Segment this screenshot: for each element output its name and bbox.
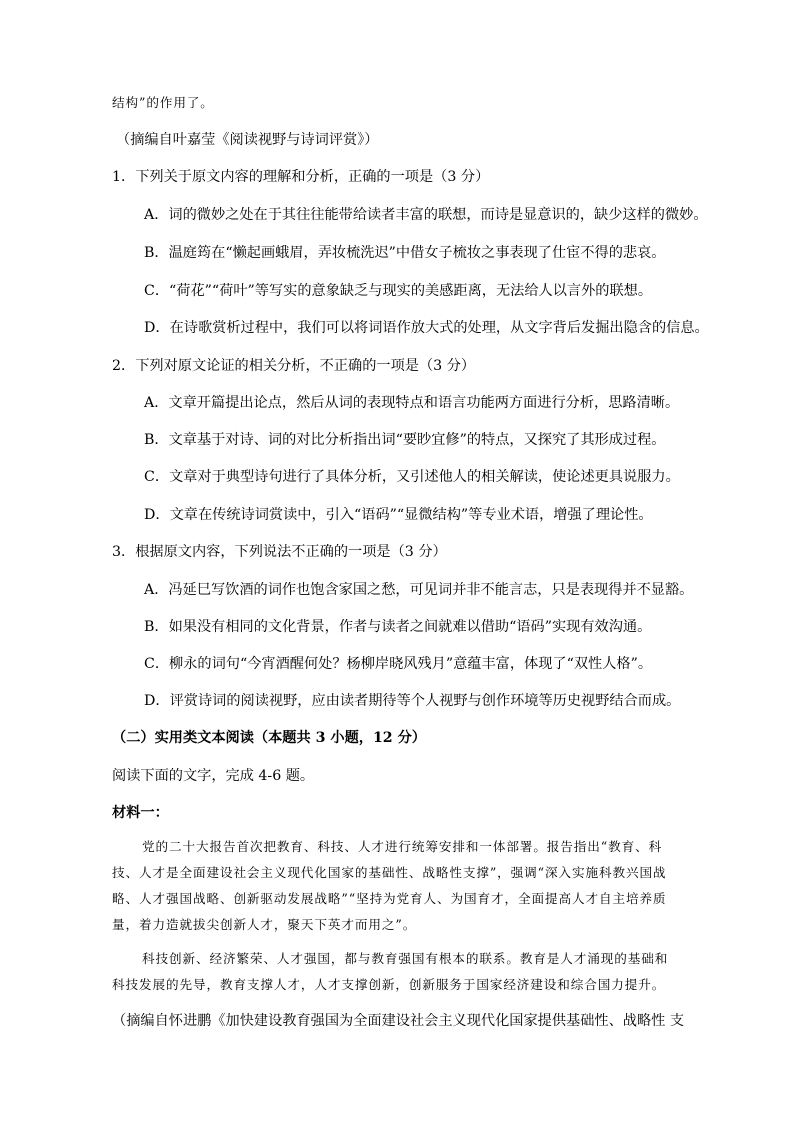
q3-option-b: B．如果没有相同的文化背景，作者与读者之间就难以借助“语码”实现有效沟通。 <box>144 619 652 635</box>
source-citation-2: （摘编自怀进鹏《加快建设教育强国为全面建设社会主义现代化国家提供基础性、战略性 支 <box>112 1013 685 1029</box>
q1-option-d: D．在诗歌赏析过程中，我们可以将词语作放大式的处理，从文字背后发掘出隐含的信息。 <box>144 320 709 336</box>
material-1-p2-line-2: 科技发展的先导，教育支撑人才，人才支撑创新，创新服务于国家经济建设和综合国力提升。 <box>112 977 666 992</box>
q2-option-a: A．文章开篇提出论点，然后从词的表现特点和语言功能两方面进行分析，思路清晰。 <box>144 395 680 411</box>
material-1-p1-line-1: 党的二十大报告首次把教育、科技、人才进行统筹安排和一体部署。报告指出“教育、科 <box>142 839 663 854</box>
section-2-instruction: 阅读下面的文字，完成 4-6 题。 <box>112 768 315 784</box>
material-1-p1-line-4: 量，着力造就拔尖创新人才，聚天下英才而用之”。 <box>112 917 417 932</box>
section-2-title: （二）实用类文本阅读（本题共 3 小题，12 分） <box>112 730 426 746</box>
q1-option-c: C．“荷花”“荷叶”等写实的意象缺乏与现实的美感距离，无法给人以言外的联想。 <box>144 283 653 299</box>
q3-option-d: D．评赏诗词的阅读视野，应由读者期待等个人视野与创作环境等历史视野结合而成。 <box>144 693 681 709</box>
question-2-stem: 2．下列对原文论证的相关分析，不正确的一项是（3 分） <box>112 358 476 374</box>
material-1-label: 材料一： <box>112 805 169 821</box>
material-1-p2-line-1: 科技创新、经济繁荣、人才强国，都与教育强国有根本的联系。教育是人才涌现的基础和 <box>142 951 669 966</box>
cont-line: 结构”的作用了。 <box>112 95 214 110</box>
q1-option-a: A．词的微妙之处在于其往往能带给读者丰富的联想，而诗是显意识的，缺少这样的微妙。 <box>144 207 708 223</box>
question-3-stem: 3．根据原文内容，下列说法不正确的一项是（3 分） <box>112 544 447 560</box>
material-1-p1-line-3: 略、人才强国战略、创新驱动发展战略”“坚持为党育人、为国育才，全面提高人才自主培养质 <box>112 891 667 906</box>
q2-option-c: C．文章对于典型诗句进行了具体分析，又引述他人的相关解读，使论述更具说服力。 <box>144 469 680 485</box>
source-citation-1: （摘编自叶嘉莹《阅读视野与诗词评赏》） <box>116 132 379 148</box>
q2-option-d: D．文章在传统诗词赏读中，引入“语码”“显微结构”等专业术语，增强了理论性。 <box>144 507 653 523</box>
question-1-stem: 1．下列关于原文内容的理解和分析，正确的一项是（3 分） <box>112 169 490 185</box>
q2-option-b: B．文章基于对诗、词的对比分析指出词“要眇宜修”的特点，又探究了其形成过程。 <box>144 432 666 448</box>
q3-option-a: A．冯延巳写饮酒的词作也饱含家国之愁，可见词并非不能言志，只是表现得并不显豁。 <box>144 582 694 598</box>
material-1-p1-line-2: 技、人才是全面建设社会主义现代化国家的基础性、战略性支撑”，强调“深入实施科教兴国战 <box>112 865 667 880</box>
q3-option-c: C．柳永的词句“今宵酒醒何处？杨柳岸晓风残月”意蕴丰富，体现了“双性人格”。 <box>144 656 653 672</box>
q1-option-b: B．温庭筠在“懒起画蛾眉，弄妆梳洗迟”中借女子梳妆之事表现了仕宦不得的悲哀。 <box>144 245 666 261</box>
